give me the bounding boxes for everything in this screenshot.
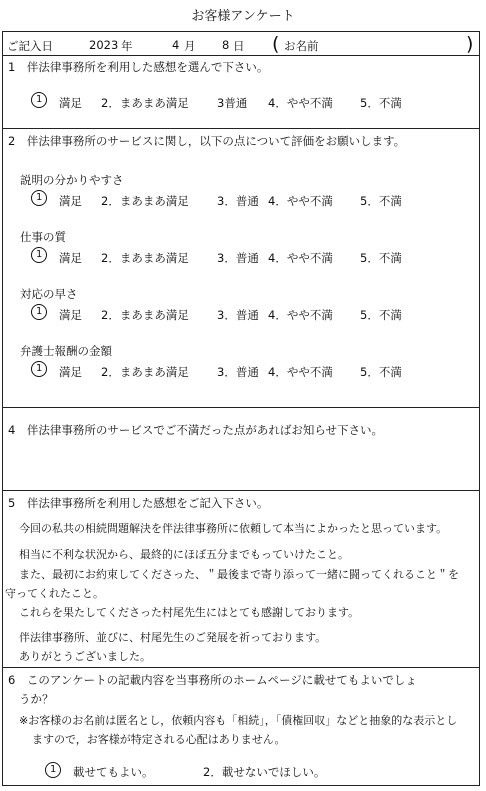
q1-opt-5: 5．不満 [360,96,402,110]
q2-opt-1-num: 1 [36,306,43,317]
q6-note-line2: ますので，お客様が特定される心配はありません。 [32,733,286,746]
q2-opt-2: 2．まあまあ満足 [101,365,189,379]
q2-opt-3: 3．普通 [217,194,259,208]
q2-opt-4: 4．やや不満 [268,308,333,322]
q2-opt-1-num: 1 [36,192,43,203]
divider [2,667,480,668]
q4-text: 4 伴法律事務所のサービスでご不満だった点があればお知らせ下さい。 [8,423,383,437]
q2-opt-2: 2．まあまあ満足 [101,251,189,265]
q2-text: 2 伴法律事務所のサービスに関し，以下の点について評価をお願いします。 [8,134,406,148]
q2-opt-4: 4．やや不満 [268,194,333,208]
q6-text-line1: 6 このアンケートの記載内容を当事務所のホームページに載せてもよいでしょ [8,673,417,687]
date-month-unit: 月 [184,39,196,53]
name-label: お名前 [284,39,319,53]
q5-line: これらを果たしてくださった村尾先生にはとても感謝しております。 [19,606,360,619]
q5-line: また、最初にお約束してくださった、＂最後まで寄り添って一緒に闘ってくれること＂を [19,568,459,581]
date-year: 2023 [89,38,119,52]
q5-line: 守ってくれたこと。 [5,587,104,600]
q6-text-line2: うか？ [19,692,54,706]
q2-opt-5: 5．不満 [360,308,402,322]
q2-opt-2: 2．まあまあ満足 [101,308,189,322]
page-title: お客様アンケート [191,9,295,24]
q1-opt-1: 満足 [59,96,82,110]
q2-opt-3: 3．普通 [217,251,259,265]
q2-item-label: 弁護士報酬の金額 [20,344,112,358]
q2-item-label: 仕事の質 [20,230,66,244]
q2-opt-1: 満足 [59,365,82,379]
q1-opt-2: 2．まあまあ満足 [101,96,189,110]
q5-text: 5 伴法律事務所を利用した感想をご記入下さい。 [8,496,269,510]
q2-opt-5: 5．不満 [360,251,402,265]
date-day: 8 [222,38,230,52]
divider [2,490,480,491]
q5-line: 伴法律事務所、並びに、村尾先生のご発展を祈っております。 [19,631,327,644]
q2-opt-1: 満足 [59,251,82,265]
q5-line: 今回の私共の相続問題解決を伴法律事務所に依頼して本当によかったと思っています。 [19,522,448,535]
q6-opt-2: 2．載せないでほしい。 [203,765,326,779]
q2-opt-5: 5．不満 [360,194,402,208]
q6-note-line1: ※お客様のお名前は匿名とし，依頼内容も「相続」，「債権回収」などと抽象的な表示とし [19,714,458,727]
q1-text: 1 伴法律事務所を利用した感想を選んで下さい。 [8,60,269,74]
q2-opt-4: 4．やや不満 [268,251,333,265]
q1-opt-4: 4．やや不満 [268,96,333,110]
q1-opt-3: 3普通 [217,96,248,110]
q2-opt-1: 満足 [59,194,82,208]
q2-opt-1-num: 1 [36,249,43,260]
q2-item-label: 説明の分かりやすさ [20,173,124,187]
divider [2,128,480,129]
name-paren-right: ) [466,33,474,55]
date-label: ご記入日 [7,39,53,53]
q2-opt-1-num: 1 [36,363,43,374]
divider [2,55,480,56]
q1-opt-1-num: 1 [36,94,43,105]
q2-opt-3: 3．普通 [217,365,259,379]
date-month: 4 [172,38,180,52]
name-paren-left: ( [272,33,280,55]
date-year-unit: 年 [121,39,133,53]
q6-opt-1: 載せてもよい。 [73,765,154,779]
q2-opt-3: 3．普通 [217,308,259,322]
q2-item-label: 対応の早さ [20,287,78,301]
q5-line: 相当に不利な状況から、最終的にほぼ五分までもっていけたこと。 [19,548,349,561]
q2-opt-5: 5．不満 [360,365,402,379]
q2-opt-2: 2．まあまあ満足 [101,194,189,208]
date-day-unit: 日 [233,39,245,53]
q6-opt-1-num: 1 [50,764,57,775]
q2-opt-1: 満足 [59,308,82,322]
q2-opt-4: 4．やや不満 [268,365,333,379]
q5-line: ありがとうございました。 [19,650,151,663]
divider [2,407,480,408]
